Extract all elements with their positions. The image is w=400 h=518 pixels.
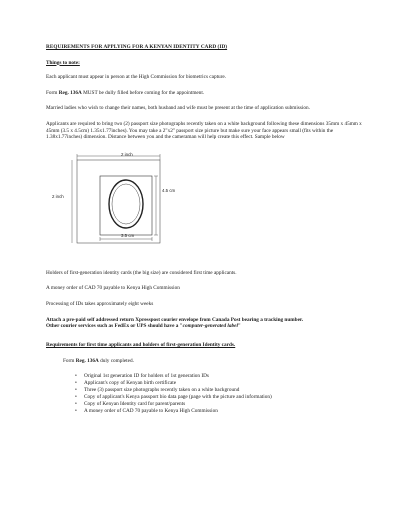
width-label: 2 inch xyxy=(121,151,133,157)
courier-label-emphasis: computer-generated label xyxy=(182,323,238,330)
list-item: • Applicant's copy of Kenyan birth certificate xyxy=(84,380,370,387)
list-item: • A money order of CAD 70 payable to Kenya High Commission xyxy=(84,408,370,415)
note-processing-time: Processing of IDs takes approximately eight weeks xyxy=(46,300,154,307)
requirements-list xyxy=(46,373,370,416)
requirements-heading: Requirements for first time applicants and holders of first-generation Identity cards. xyxy=(46,341,236,348)
inner-width-label: 3.5 cm xyxy=(121,232,135,238)
photo-dimension-drawing xyxy=(74,150,179,258)
courier-label-post: " xyxy=(237,323,241,330)
courier-label-pre: Other courier services such as FedEx or UPS should have a " xyxy=(46,323,183,330)
note-photographs: Applicants are required to bring two (2) passport size photographs recently taken on a white background following these dimensions 35mm x 45mm x 45mm (3.5 x 4.5cm) 1.35x1.77inches). You may take a 2"x2" passport size picture but make sure your face appears small (fits within the 1.38x1.77inches) dimension. Distance between you and the cameraman will help create this effect. Sample below xyxy=(46,120,362,141)
note-biometrics: Each applicant must appear in person at the High Commission for biometrics capture. xyxy=(46,74,227,81)
note-first-generation: Holders of first-generation identity cards (the big size) are considered first time applicants. xyxy=(46,269,237,276)
list-item: • Copy of Kenyan Identity card for parent/parents xyxy=(84,401,370,408)
note-form xyxy=(46,90,370,97)
document-title: REQUIREMENTS FOR APPLYING FOR A KENYAN IDENTITY CARD (ID) xyxy=(46,44,228,50)
face-oval-outer xyxy=(109,180,143,228)
face-oval-inner xyxy=(112,184,140,224)
height-label: 2 inch xyxy=(52,193,64,199)
note-form-code: Reg. 136A xyxy=(58,89,82,96)
note-form-post: MUST be dully filled before coming for the appointment. xyxy=(81,89,205,96)
passport-photo-diagram xyxy=(52,150,179,258)
note-form-pre: Form xyxy=(46,89,59,96)
courier-label-line xyxy=(46,323,370,330)
list-item: • Copy of applicant's Kenya passport bio data page (page with the picture and information) xyxy=(84,394,370,401)
things-to-note-heading: Things to note: xyxy=(46,59,80,66)
form-completed-line xyxy=(63,358,370,365)
inner-photo-frame xyxy=(100,176,152,235)
outer-photo-frame xyxy=(77,160,160,243)
note-married-ladies: Married ladies who wish to change their names, both husband and wife must be present at the time of application submission. xyxy=(46,105,310,112)
form-line-pre: Form xyxy=(63,358,76,365)
attach-envelope-line: Attach a pre-paid self addressed return Xpresspost courier envelope from Canada Post bearing a tracking number. xyxy=(46,316,304,323)
form-line-code: Reg. 136A xyxy=(75,358,99,365)
note-money-order: A money order of CAD 70 payable to Kenya High Commission xyxy=(46,285,180,292)
list-item: • Three (3) passport size photographs recently taken on a white background xyxy=(84,387,370,394)
list-item: • Original 1st generation ID for holders of 1st generation IDs xyxy=(84,373,370,380)
form-line-post: duly completed. xyxy=(98,358,134,365)
inner-height-label: 4.5 cm xyxy=(162,187,176,193)
